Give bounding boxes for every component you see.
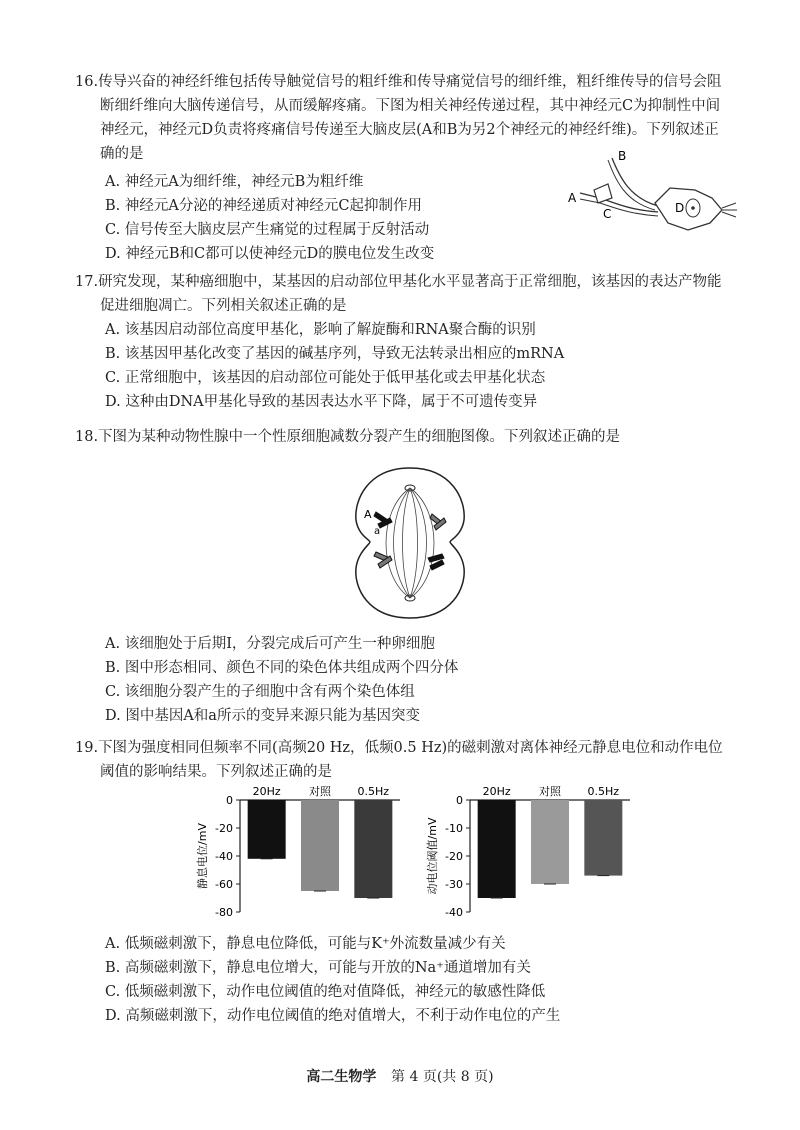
question-stem xyxy=(75,425,730,449)
option-b[interactable]: B. 图中形态相同、颜色不同的染色体共组成两个四分体 xyxy=(105,660,459,676)
threshold-potential-chart xyxy=(420,782,640,920)
option-c[interactable]: C. 正常细胞中，该基因的启动部位可能处于低甲基化或去甲基化状态 xyxy=(105,370,546,386)
option-a[interactable]: A. 该细胞处于后期Ⅰ，分裂完成后可产生一种卵细胞 xyxy=(105,636,435,652)
y-tick-label: -40 xyxy=(445,906,463,919)
y-tick-label: 0 xyxy=(456,794,463,807)
question-number: 18. xyxy=(75,429,99,445)
question-text: 下图为某种动物性腺中一个性原细胞减数分裂产生的细胞图像。下列叙述正确的是 xyxy=(98,429,621,445)
option-b[interactable]: B. 高频磁刺激下，静息电位增大，可能与开放的Na⁺通道增加有关 xyxy=(105,960,531,976)
question-16-options xyxy=(75,170,545,266)
question-number: 17. xyxy=(75,274,99,290)
y-axis-label: 静息电位/mV xyxy=(196,823,209,889)
y-axis-label: 动电位阈值/mV xyxy=(426,817,439,895)
category-label: 0.5Hz xyxy=(357,785,390,798)
option-a[interactable]: A. 神经元A为细纤维，神经元B为粗纤维 xyxy=(105,174,364,190)
option-c[interactable]: C. 低频磁刺激下，动作电位阈值的绝对值降低，神经元的敏感性降低 xyxy=(105,984,546,1000)
footer-subject: 高二生物学 xyxy=(306,1069,377,1085)
y-tick-label: -10 xyxy=(445,822,463,835)
bar xyxy=(478,800,516,898)
label-b: B xyxy=(618,149,627,163)
category-label: 20Hz xyxy=(482,785,511,798)
option-d[interactable]: D. 高频磁刺激下，动作电位阈值的绝对值增大，不利于动作电位的产生 xyxy=(105,1008,561,1024)
bar xyxy=(301,800,339,891)
option-d[interactable]: D. 图中基因A和a所示的变异来源只能为基因突变 xyxy=(105,708,420,724)
y-tick-label: -20 xyxy=(215,822,233,835)
option-c[interactable]: C. 信号传至大脑皮层产生痛觉的过程属于反射活动 xyxy=(105,222,430,238)
fiber-b xyxy=(612,158,658,206)
footer-page: 第 4 页(共 8 页) xyxy=(391,1069,494,1085)
question-text: 下图为强度相同但频率不同(高频20 Hz，低频0.5 Hz)的磁刺激对离体神经元静息电位和动作电位阈值的影响结果。下列叙述正确的是 xyxy=(98,740,723,780)
bar xyxy=(354,800,392,898)
neuron-c xyxy=(594,184,612,203)
gene-a-upper: A xyxy=(364,508,372,521)
y-tick-label: -30 xyxy=(445,878,463,891)
option-b[interactable]: B. 神经元A分泌的神经递质对神经元C起抑制作用 xyxy=(105,198,422,214)
y-tick-label: -60 xyxy=(215,878,233,891)
resting-potential-chart xyxy=(190,782,410,920)
neuron-diagram xyxy=(560,148,740,243)
label-c: C xyxy=(603,207,612,221)
category-label: 对照 xyxy=(309,785,331,798)
question-19-options xyxy=(75,932,730,1028)
bar xyxy=(531,800,569,884)
question-17 xyxy=(75,270,730,414)
question-number: 16. xyxy=(75,74,99,90)
option-a[interactable]: A. 该基因启动部位高度甲基化，影响了解旋酶和RNA聚合酶的识别 xyxy=(105,322,536,338)
question-19 xyxy=(75,736,730,784)
category-label: 对照 xyxy=(539,785,561,798)
option-c[interactable]: C. 该细胞分裂产生的子细胞中含有两个染色体组 xyxy=(105,684,415,700)
question-18-options xyxy=(75,632,730,728)
neuron-d-body xyxy=(655,188,722,230)
question-text: 传导兴奋的神经纤维包括传导触觉信号的粗纤维和传导痛觉信号的细纤维，粗纤维传导的信号会阻断细纤维向大脑传递信号，从而缓解疼痛。下图为相关神经传递过程，其中神经元C为抑制性中间神经元，神经元D负责将疼痛信号传递至大脑皮层(A和B为另2个神经元的神经纤维)。下列叙述正确的是 xyxy=(98,74,722,162)
cell-division-diagram xyxy=(348,460,473,625)
y-tick-label: -20 xyxy=(445,850,463,863)
option-a[interactable]: A. 低频磁刺激下，静息电位降低，可能与K⁺外流数量减少有关 xyxy=(105,936,506,952)
y-tick-label: 0 xyxy=(226,794,233,807)
option-b[interactable]: B. 该基因甲基化改变了基因的碱基序列，导致无法转录出相应的mRNA xyxy=(105,346,565,362)
category-label: 0.5Hz xyxy=(587,785,620,798)
option-d[interactable]: D. 神经元B和C都可以使神经元D的膜电位发生改变 xyxy=(105,246,435,262)
page-footer xyxy=(0,1066,800,1086)
label-d: D xyxy=(675,201,685,215)
question-18 xyxy=(75,425,730,449)
question-number: 19. xyxy=(75,740,99,756)
question-stem xyxy=(75,736,730,784)
question-stem xyxy=(75,270,730,318)
bar xyxy=(584,800,622,876)
y-tick-label: -40 xyxy=(215,850,233,863)
bar xyxy=(248,800,286,859)
y-tick-label: -80 xyxy=(215,906,233,919)
question-text: 研究发现，某种癌细胞中，某基因的启动部位甲基化水平显著高于正常细胞，该基因的表达产物能促进细胞凋亡。下列相关叙述正确的是 xyxy=(98,274,722,314)
option-d[interactable]: D. 这种由DNA甲基化导致的基因表达水平下降，属于不可遗传变异 xyxy=(105,394,538,410)
label-a: A xyxy=(568,191,577,205)
gene-a-lower: a xyxy=(374,526,381,537)
category-label: 20Hz xyxy=(252,785,281,798)
